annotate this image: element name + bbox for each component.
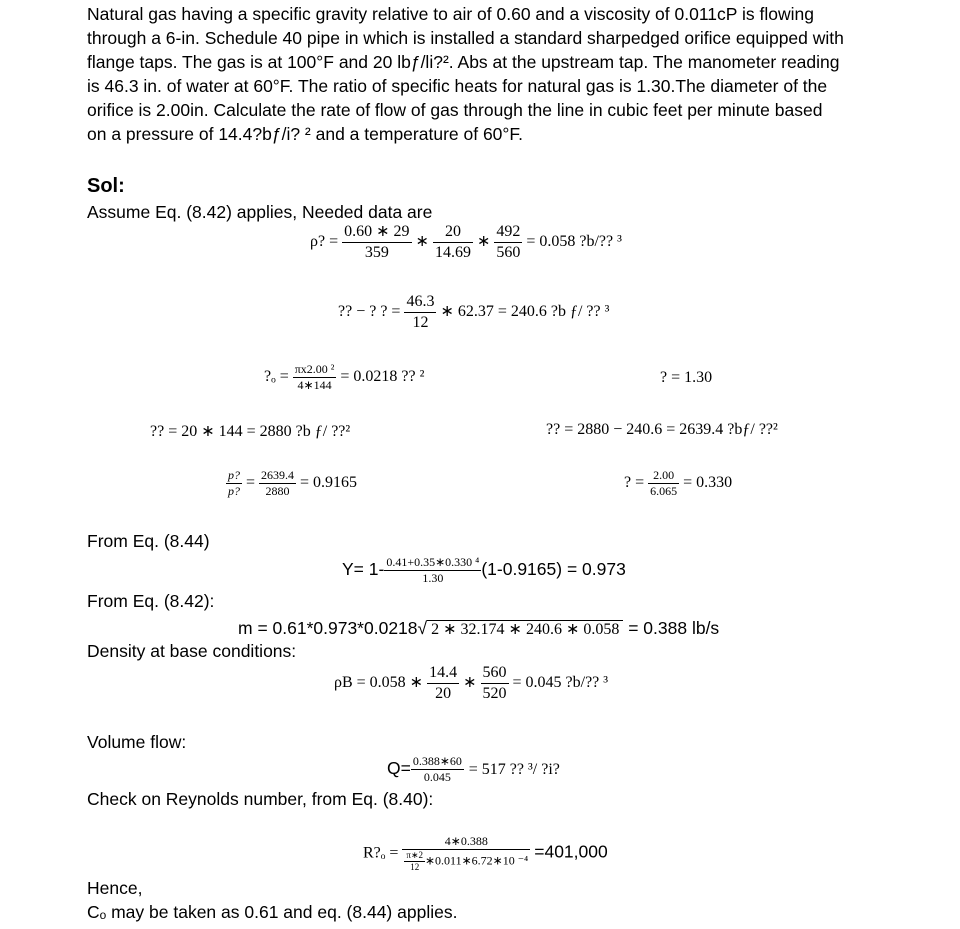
denominator: 14.69: [434, 244, 471, 261]
rho-equation: ρ? = $\frac{0.60 ∗ 29}{359}$ ∗ $\frac{20}{14.69}$ ∗ $\frac{492}{560}$ = 0.058 ?b/?? ³: [310, 223, 622, 261]
numerator: 46.3: [404, 292, 436, 313]
from-eq-842: From Eq. (8.42):: [87, 591, 215, 611]
dp-result: ∗ 62.37 = 240.6 ?b ƒ/ ?? ³: [440, 303, 610, 321]
denominator: 0.045: [423, 770, 451, 784]
problem-line: orifice is 2.00in. Calculate the rate of flow of gas through the line in cubic feet per minute based: [87, 100, 823, 120]
denominator: 359: [364, 244, 389, 261]
problem-statement: [87, 2, 907, 146]
dp-lhs: ?? − ? ? =: [338, 303, 401, 321]
numerator: 2.00: [648, 468, 679, 484]
problem-line: on a pressure of 14.4?bƒ/i? ² and a temperature of 60°F.: [87, 124, 524, 144]
beta-result: = 0.330: [683, 474, 733, 492]
fraction: [404, 292, 436, 333]
denominator: 6.065: [650, 484, 678, 498]
fraction: [648, 468, 679, 499]
fraction: [226, 468, 242, 499]
p1-equation: ?? = 20 ∗ 144 = 2880 ?b ƒ/ ??²: [150, 423, 351, 440]
numerator: 14.4: [427, 663, 459, 684]
reynolds-equation: [363, 834, 608, 874]
volume-flow-label: Volume flow:: [87, 732, 187, 752]
denominator: 520: [482, 685, 507, 702]
denominator: 12: [410, 862, 420, 873]
fraction: [481, 663, 509, 704]
fraction: [259, 468, 296, 499]
m-pre: m = 0.61*0.973*0.0218√: [238, 618, 428, 638]
numerator: 20: [433, 222, 473, 243]
denominator: 12: [412, 314, 429, 331]
q-post: = 517 ?? ³/ ?i?: [468, 761, 560, 779]
numerator: 2639.4: [261, 468, 295, 482]
ratio-result: = 0.9165: [300, 474, 358, 492]
rho-b-equation: ρB = 0.058 ∗ $\frac{14.4}{20}$ ∗ $\frac{560}{520}$ = 0.045 ?b/?? ³: [334, 664, 609, 702]
numerator: 0.388∗60: [412, 754, 462, 768]
fraction: [342, 222, 411, 263]
numerator: πx2.00 ²: [294, 362, 335, 376]
denominator: 4∗144: [297, 378, 332, 392]
fraction: [494, 222, 522, 263]
numerator: 492: [494, 222, 522, 243]
fraction: [293, 362, 337, 393]
y-pre: Y= 1-: [342, 559, 385, 580]
fraction: [427, 663, 459, 704]
reynolds-label: Check on Reynolds number, from Eq. (8.40):: [87, 789, 434, 809]
hence-text: Hence,: [87, 878, 143, 898]
denominator: [402, 850, 530, 874]
problem-line: Natural gas having a specific gravity relative to air of 0.60 and a viscosity of 0.011cP is flowing: [87, 4, 814, 24]
numerator: p?: [228, 468, 240, 482]
problem-line: flange taps. The gas is at 100°F and 20 lbƒ/li?². Abs at the upstream tap. The manometer reading: [87, 52, 840, 72]
beta-lhs: ? =: [624, 474, 645, 492]
from-eq-844: From Eq. (8.44): [87, 531, 210, 551]
q-equation: [387, 754, 560, 785]
assume-text: Assume Eq. (8.42) applies, Needed data are: [87, 202, 433, 222]
denominator: 2880: [265, 484, 290, 498]
density-base-label: Density at base conditions:: [87, 641, 297, 661]
problem-line: through a 6-in. Schedule 40 pipe in which is installed a standard sharpedged orifice equipped with: [87, 28, 844, 48]
fraction: [411, 754, 464, 785]
final-statement: Cₒ may be taken as 0.61 and eq. (8.44) applies.: [87, 902, 458, 922]
pressure-ratio-equation: $\frac{p?}{p?}$ = $\frac{2639.4}{2880}$ = 0.9165: [228, 468, 358, 498]
fraction: [384, 555, 481, 586]
area-result: = 0.0218 ?? ²: [340, 368, 425, 386]
m-post: = 0.388 lb/s: [623, 618, 720, 638]
den-rest: ∗0.011∗6.72∗10 ⁻⁴: [425, 853, 529, 868]
y-equation: [342, 555, 626, 586]
rho-b-result: = 0.045 ?b/?? ³: [512, 674, 609, 692]
rho-result: = 0.058 ?b/?? ³: [526, 233, 622, 251]
numerator: π∗2: [404, 850, 425, 862]
solution-heading: Sol:: [87, 175, 125, 197]
q-pre: Q=: [387, 758, 411, 779]
pressure-drop-equation: [338, 292, 609, 333]
beta-equation: [624, 468, 732, 499]
problem-line: is 46.3 in. of water at 60°F. The ratio of specific heats for natural gas is 1.30.The diameter of the: [87, 76, 828, 96]
rho-lhs: ρ?: [310, 233, 326, 251]
fraction: [433, 222, 473, 263]
radicand: 2 ∗ 32.174 ∗ 240.6 ∗ 0.058: [427, 620, 623, 638]
fraction: [404, 850, 425, 874]
numerator: 4∗0.388: [402, 834, 530, 850]
fraction: [402, 834, 530, 874]
numerator: 560: [481, 663, 509, 684]
denominator: 1.30: [422, 571, 444, 585]
re-pre: R?ₒ =: [363, 844, 399, 862]
area-equation: [264, 362, 424, 393]
rho-b-lhs: ρB = 0.058 ∗: [334, 674, 424, 692]
denominator: 560: [496, 244, 521, 261]
numerator: 0.41+0.35∗0.330 ⁴: [386, 555, 480, 569]
gamma-value: ? = 1.30: [660, 369, 713, 386]
y-post: (1-0.9165) = 0.973: [481, 559, 626, 580]
denominator: p?: [228, 484, 240, 498]
re-post: =401,000: [534, 841, 608, 862]
denominator: 20: [435, 685, 452, 702]
p2-equation: ?? = 2880 − 240.6 = 2639.4 ?bƒ/ ??²: [546, 421, 778, 438]
area-lhs: ?ₒ =: [264, 368, 289, 386]
numerator: 0.60 ∗ 29: [342, 222, 411, 243]
mass-flow-equation: [238, 618, 719, 639]
